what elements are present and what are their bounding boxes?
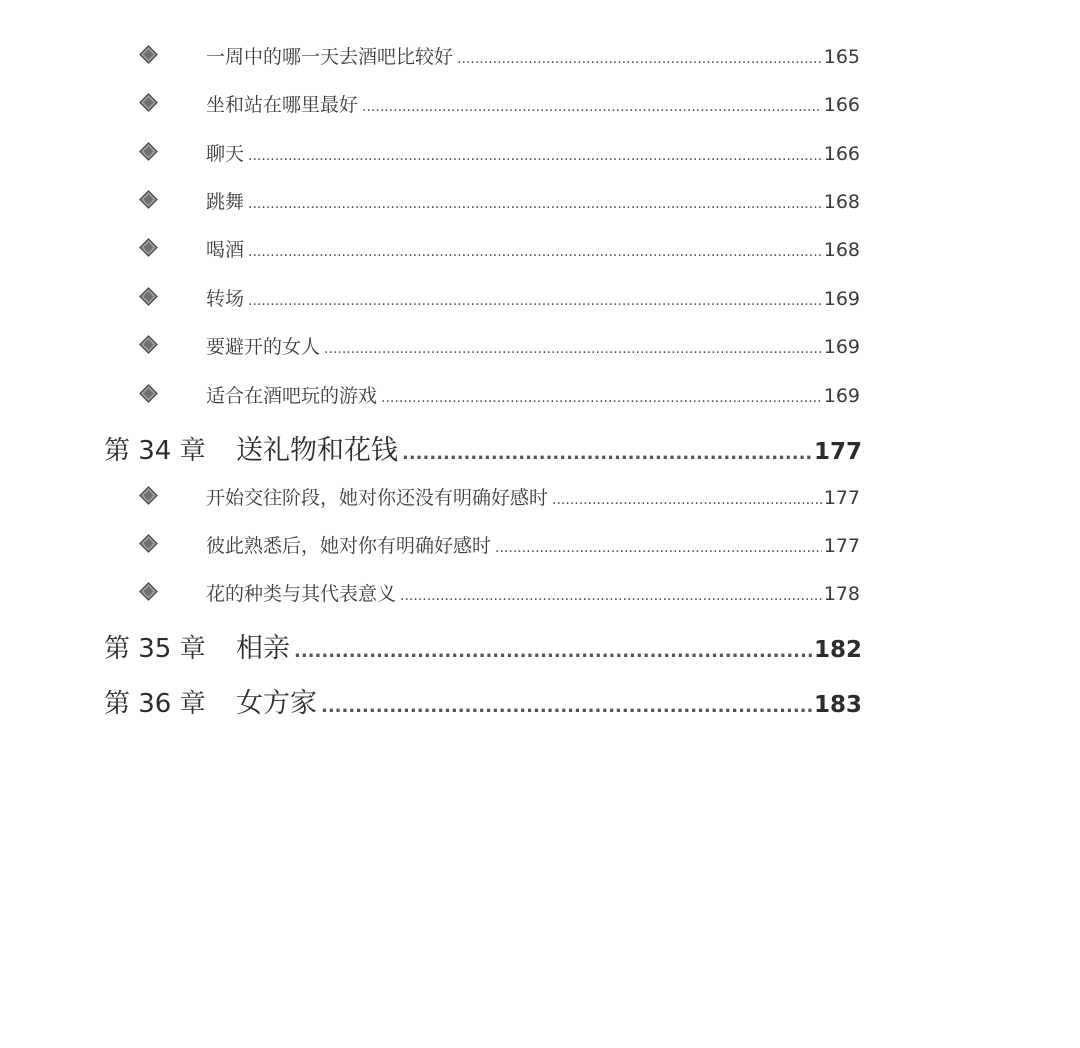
toc-entry-page: 177 <box>823 487 860 509</box>
toc-chapter-entry[interactable] <box>104 428 862 467</box>
toc-entry-page: 165 <box>823 46 860 68</box>
toc-entry-page: 166 <box>823 143 860 165</box>
dot-leader <box>248 196 822 212</box>
chapter-page: 177 <box>813 439 862 465</box>
toc-entry-title: 彼此熟悉后，她对你有明确好感时 <box>206 535 492 557</box>
toc-entry-title: 聊天 <box>206 143 245 165</box>
diamond-bullet-icon <box>139 486 157 504</box>
toc-entry[interactable] <box>206 381 860 408</box>
toc-entry-title: 开始交往阶段，她对你还没有明确好感时 <box>206 487 549 509</box>
toc-entry[interactable] <box>206 579 860 606</box>
toc-entry-page: 169 <box>823 336 860 358</box>
diamond-bullet-icon <box>139 142 157 160</box>
toc-entry-title: 喝酒 <box>206 239 245 261</box>
chapter-number: 第 36 章 <box>104 689 206 719</box>
diamond-bullet-icon <box>139 190 157 208</box>
toc-entry-page: 166 <box>823 94 860 116</box>
chapter-page: 182 <box>813 637 862 663</box>
toc-entry-title: 一周中的哪一天去酒吧比较好 <box>206 46 454 68</box>
toc-entry[interactable] <box>206 483 860 510</box>
toc-entry-page: 168 <box>823 191 860 213</box>
chapter-number: 第 34 章 <box>104 436 206 466</box>
toc-entry[interactable] <box>206 284 860 311</box>
toc-chapter-entry[interactable] <box>104 626 862 665</box>
toc-entry[interactable] <box>206 90 860 117</box>
dot-leader <box>362 99 822 115</box>
diamond-bullet-icon <box>139 582 157 600</box>
toc-entry[interactable] <box>206 235 860 262</box>
dot-leader <box>381 390 822 406</box>
toc-entry-title: 要避开的女人 <box>206 336 321 358</box>
toc-entry[interactable] <box>206 42 860 69</box>
dot-leader <box>495 540 822 556</box>
chapter-title: 送礼物和花钱 <box>236 435 398 466</box>
toc-entry-title: 跳舞 <box>206 191 245 213</box>
dot-leader <box>321 696 812 717</box>
chapter-number: 第 35 章 <box>104 634 206 664</box>
toc-entry-page: 168 <box>823 239 860 261</box>
chapter-title: 女方家 <box>236 688 317 719</box>
diamond-bullet-icon <box>139 335 157 353</box>
dot-leader <box>402 443 812 464</box>
toc-entry-title: 花的种类与其代表意义 <box>206 583 397 605</box>
dot-leader <box>400 588 822 604</box>
dot-leader <box>248 148 822 164</box>
toc-entry[interactable] <box>206 531 860 558</box>
dot-leader <box>248 293 822 309</box>
dot-leader <box>324 341 822 357</box>
dot-leader <box>248 244 822 260</box>
toc-chapter-entry[interactable] <box>104 681 862 720</box>
diamond-bullet-icon <box>139 287 157 305</box>
diamond-bullet-icon <box>139 384 157 402</box>
diamond-bullet-icon <box>139 238 157 256</box>
toc-entry-title: 转场 <box>206 288 245 310</box>
chapter-title: 相亲 <box>236 633 290 664</box>
toc-entry[interactable] <box>206 139 860 166</box>
toc-entry-page: 169 <box>823 385 860 407</box>
toc-entry-page: 169 <box>823 288 860 310</box>
dot-leader <box>552 492 822 508</box>
diamond-bullet-icon <box>139 93 157 111</box>
dot-leader <box>294 641 812 662</box>
diamond-bullet-icon <box>139 534 157 552</box>
toc-entry-page: 177 <box>823 535 860 557</box>
toc-entry[interactable] <box>206 332 860 359</box>
toc-entry-title: 坐和站在哪里最好 <box>206 94 359 116</box>
dot-leader <box>457 51 822 67</box>
toc-entry[interactable] <box>206 187 860 214</box>
chapter-page: 183 <box>813 692 862 718</box>
toc-entry-title: 适合在酒吧玩的游戏 <box>206 385 378 407</box>
diamond-bullet-icon <box>139 45 157 63</box>
toc-entry-page: 178 <box>823 583 860 605</box>
